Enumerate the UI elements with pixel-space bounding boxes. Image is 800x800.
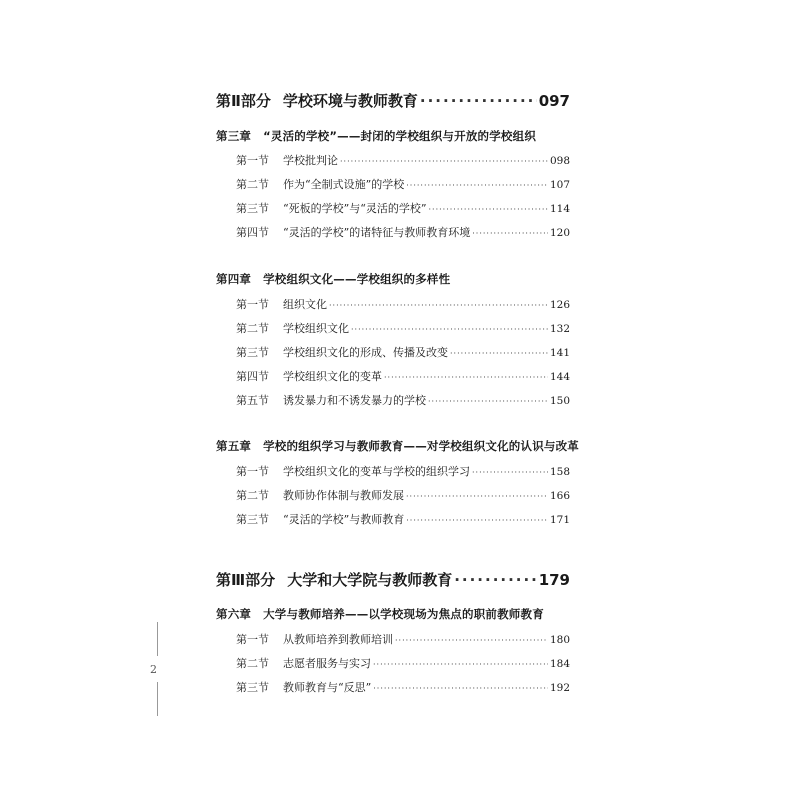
- section-number: 第一节: [236, 465, 269, 478]
- toc-entry[interactable]: [236, 487, 570, 503]
- section-page-number: 184: [549, 658, 570, 670]
- leader-dots: [406, 181, 548, 190]
- margin-rule-bottom: [157, 682, 158, 716]
- section-title: 诱发暴力和不诱发暴力的学校: [283, 394, 426, 407]
- part-title: 大学和大学院与教师教育: [287, 571, 453, 589]
- part-label: 第Ⅱ部分: [216, 92, 271, 110]
- toc-entry[interactable]: [236, 631, 570, 647]
- section-page-number: 114: [549, 203, 570, 215]
- leader-dots: [395, 636, 548, 645]
- chapter-title: “灵活的学校”——封闭的学校组织与开放的学校组织: [263, 129, 537, 143]
- section-number: 第二节: [236, 489, 269, 502]
- toc-entry[interactable]: [236, 296, 570, 312]
- leader-dots: [454, 571, 536, 589]
- section-page-number: 132: [549, 323, 570, 335]
- toc-entry[interactable]: [236, 176, 570, 192]
- section-number: 第一节: [236, 154, 269, 167]
- section-number: 第三节: [236, 681, 269, 694]
- leader-dots: [406, 516, 548, 525]
- section-title: “死板的学校”与“灵活的学校”: [283, 202, 427, 215]
- section-page-number: 150: [549, 395, 570, 407]
- section-number: 第一节: [236, 633, 269, 646]
- toc-entry[interactable]: [236, 679, 570, 695]
- chapter-heading[interactable]: [216, 271, 450, 287]
- section-title: “灵活的学校”与教师教育: [283, 513, 405, 526]
- section-title: 组织文化: [283, 298, 327, 311]
- section-number: 第三节: [236, 202, 269, 215]
- part-page-number: 179: [538, 571, 570, 589]
- section-page-number: 180: [549, 634, 570, 646]
- toc-entry[interactable]: [236, 320, 570, 336]
- chapter-label: 第三章: [216, 129, 252, 143]
- section-number: 第四节: [236, 370, 269, 383]
- section-page-number: 158: [549, 466, 570, 478]
- part-heading[interactable]: [216, 90, 570, 111]
- leader-dots: [472, 229, 548, 238]
- leader-dots: [351, 325, 548, 334]
- toc-entry[interactable]: [236, 368, 570, 384]
- chapter-heading[interactable]: [216, 438, 579, 454]
- chapter-label: 第六章: [216, 607, 252, 621]
- section-title: 学校组织文化的变革与学校的组织学习: [283, 465, 470, 478]
- toc-entry[interactable]: [236, 200, 570, 216]
- section-number: 第二节: [236, 657, 269, 670]
- chapter-title: 学校的组织学习与教师教育——对学校组织文化的认识与改革: [263, 439, 580, 453]
- section-title: 学校批判论: [283, 154, 338, 167]
- chapter-heading[interactable]: [216, 128, 536, 144]
- part-title: 学校环境与教师教育: [282, 92, 418, 110]
- section-title: 教师协作体制与教师发展: [283, 489, 404, 502]
- section-page-number: 098: [549, 155, 570, 167]
- toc-entry[interactable]: [236, 152, 570, 168]
- section-page-number: 107: [549, 179, 570, 191]
- leader-dots: [420, 92, 537, 110]
- section-page-number: 120: [549, 227, 570, 239]
- leader-dots: [450, 349, 548, 358]
- toc-entry[interactable]: [236, 511, 570, 527]
- chapter-heading[interactable]: [216, 606, 544, 622]
- leader-dots: [406, 492, 548, 501]
- section-page-number: 192: [549, 682, 570, 694]
- section-number: 第一节: [236, 298, 269, 311]
- section-title: 学校组织文化: [283, 322, 349, 335]
- chapter-title: 学校组织文化——学校组织的多样性: [263, 272, 451, 286]
- section-title: 学校组织文化的形成、传播及改变: [283, 346, 448, 359]
- section-title: 从教师培养到教师培训: [283, 633, 393, 646]
- page-folio: 2: [150, 663, 157, 676]
- section-page-number: 166: [549, 490, 570, 502]
- margin-rule-top: [157, 622, 158, 656]
- leader-dots: [340, 157, 548, 166]
- chapter-label: 第五章: [216, 439, 252, 453]
- part-heading[interactable]: [216, 569, 570, 590]
- section-number: 第二节: [236, 178, 269, 191]
- section-number: 第三节: [236, 346, 269, 359]
- section-title: 教师教育与“反思”: [283, 681, 372, 694]
- section-page-number: 126: [549, 299, 570, 311]
- leader-dots: [429, 205, 548, 214]
- section-title: 学校组织文化的变革: [283, 370, 382, 383]
- toc-entry[interactable]: [236, 463, 570, 479]
- leader-dots: [373, 684, 548, 693]
- section-page-number: 144: [549, 371, 570, 383]
- toc-entry[interactable]: [236, 224, 570, 240]
- section-number: 第三节: [236, 513, 269, 526]
- section-title: “灵活的学校”的诸特征与教师教育环境: [283, 226, 471, 239]
- toc-entry[interactable]: [236, 344, 570, 360]
- section-page-number: 141: [549, 347, 570, 359]
- chapter-label: 第四章: [216, 272, 252, 286]
- section-title: 志愿者服务与实习: [283, 657, 371, 670]
- leader-dots: [384, 373, 548, 382]
- leader-dots: [472, 468, 548, 477]
- section-number: 第五节: [236, 394, 269, 407]
- chapter-title: 大学与教师培养——以学校现场为焦点的职前教师教育: [263, 607, 544, 621]
- part-label: 第Ⅲ部分: [216, 571, 276, 589]
- section-page-number: 171: [549, 514, 570, 526]
- section-number: 第四节: [236, 226, 269, 239]
- leader-dots: [329, 301, 548, 310]
- toc-entry[interactable]: [236, 655, 570, 671]
- section-title: 作为“全制式设施”的学校: [283, 178, 405, 191]
- leader-dots: [373, 660, 548, 669]
- part-page-number: 097: [538, 92, 570, 110]
- leader-dots: [428, 397, 548, 406]
- toc-entry[interactable]: [236, 392, 570, 408]
- section-number: 第二节: [236, 322, 269, 335]
